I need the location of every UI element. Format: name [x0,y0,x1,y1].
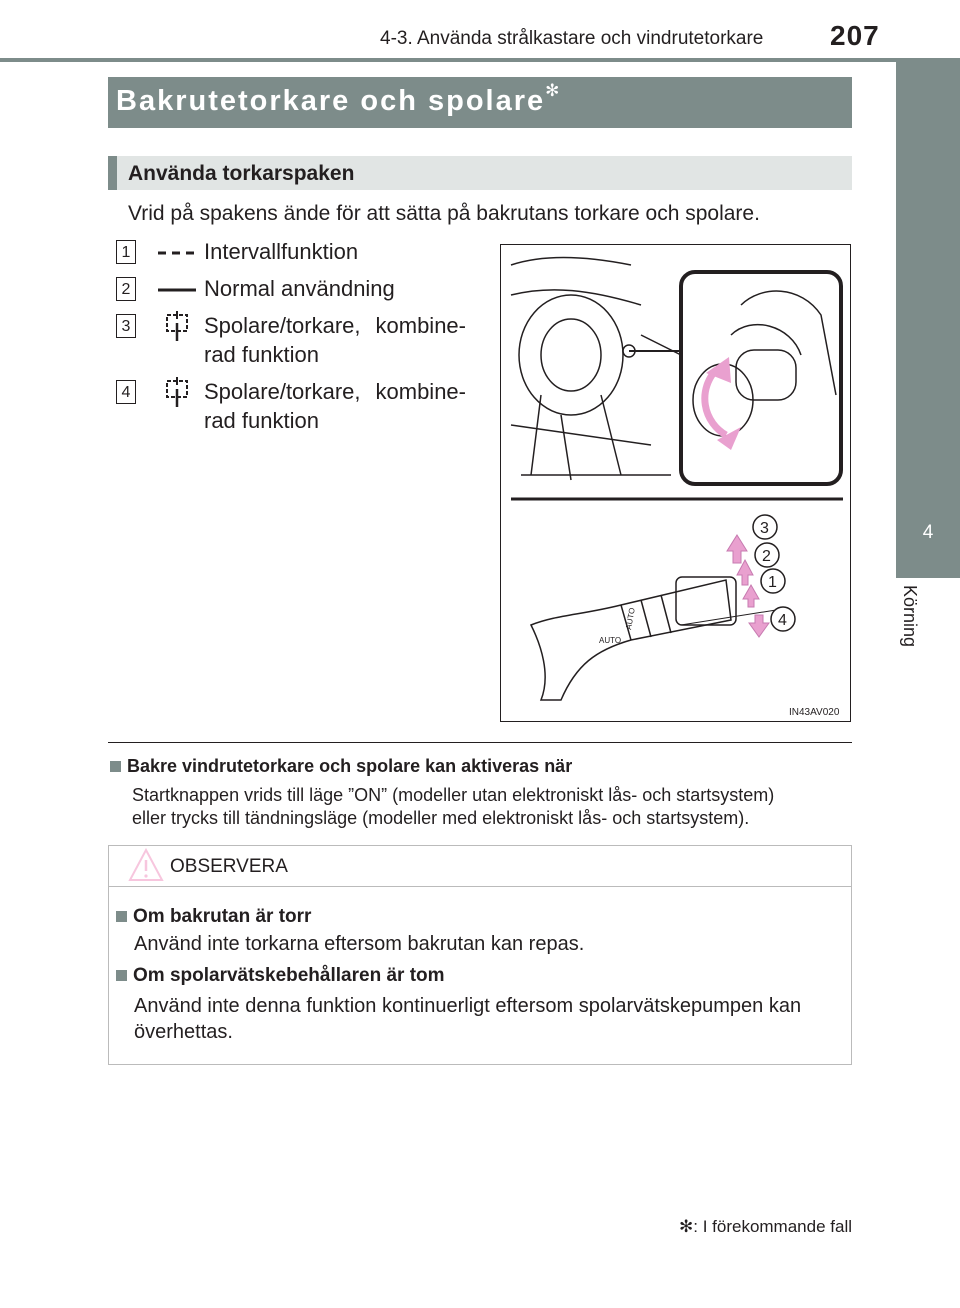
dashboard-sketch [511,258,681,481]
callout-4: 4 [778,612,787,629]
solid-line-icon [158,287,196,293]
auto-label-2: AUTO [624,607,637,631]
header-rule [0,58,960,62]
caution-body-2 [134,993,844,1045]
caution-body-1: Använd inte torkarna eftersom bakrutan kan repas. [134,933,585,955]
caution-body-2-line1: Använd inte denna funktion kontinuerligt eftersom spolarvätskepumpen kan [134,995,802,1017]
list-text-3-line2: rad funktion [204,342,319,367]
bullet-square-icon [110,761,121,772]
zoom-inset [681,272,841,484]
caution-heading-1-text: Om bakrutan är torr [133,906,312,927]
title-asterisk: ✻ [545,81,562,100]
chapter-label: Körning [900,585,920,648]
page-title [116,81,562,118]
illustration-drawing [501,245,850,721]
callout-3: 3 [760,520,769,537]
list-text-2: Normal användning [204,276,395,301]
note-heading-text: Bakre vindrutetorkare och spolare kan aktiveras när [127,756,573,776]
note-body-line2: eller trycks till tändningsläge (modeller med elektroniskt lås- och startsystem). [132,808,750,828]
chapter-label-wrap [894,585,934,665]
rear-washer-icon [164,309,190,343]
intro-text: Vrid på spakens ände för att sätta på bakrutans torkare och spolare. [128,202,760,225]
list-text-4-line1: Spolare/torkare, kombine- [204,379,466,404]
list-number-2: 2 [116,277,136,301]
auto-label-1: AUTO [599,636,622,645]
page-number: 207 [830,20,880,51]
section-rule [108,742,852,743]
list-text-3-line1: Spolare/torkare, kombine- [204,313,466,338]
dashed-line-icon [158,250,196,256]
caution-heading-2 [116,965,445,987]
figure-code: IN43AV020 [789,707,840,718]
note-body-line1: Startknappen vrids till läge ”ON” (modeller utan elektroniskt lås- och startsystem) [132,785,775,805]
caution-heading-2-text: Om spolarvätskebehållaren är tom [133,965,445,986]
list-number-1: 1 [116,240,136,264]
note-heading [110,756,572,777]
subtitle: Använda torkarspaken [128,162,355,185]
warning-triangle-icon [128,848,164,882]
list-text-1: Intervallfunktion [204,239,359,264]
chapter-number: 4 [896,488,960,578]
page-title-text: Bakrutetorkare och spolare [116,85,546,117]
wiper-lever [531,577,776,700]
caution-body-2-line2: överhettas. [134,1021,233,1043]
list-text-4-line2: rad funktion [204,408,319,433]
list-number-3: 3 [116,314,136,338]
chapter-tab-bar [896,62,960,488]
rear-washer-icon [164,375,190,409]
callout-2: 2 [762,548,771,565]
list-number-4: 4 [116,380,136,404]
bullet-square-icon [116,911,127,922]
wiper-lever-illustration [500,244,851,722]
caution-heading-1 [116,906,311,928]
running-header: 4-3. Använda strålkastare och vindrutetorkare [380,28,764,49]
footnote: ✻: I förekommande fall [679,1217,852,1236]
callout-1: 1 [768,574,777,591]
note-body [132,784,852,830]
bullet-square-icon [116,970,127,981]
caution-title: OBSERVERA [170,856,288,877]
caution-divider [109,886,851,887]
